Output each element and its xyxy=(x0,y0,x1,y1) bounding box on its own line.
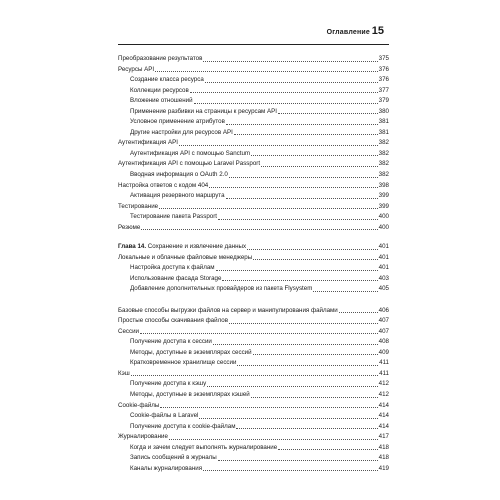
toc-entry[interactable] xyxy=(118,138,389,149)
dot-leader xyxy=(207,386,377,387)
toc-entry-title: Тестирование пакета Passport xyxy=(130,213,217,221)
toc-page-number: 403 xyxy=(378,274,389,282)
dot-leader xyxy=(209,187,377,188)
toc-entry[interactable] xyxy=(118,117,389,128)
toc-entry[interactable] xyxy=(118,464,389,475)
running-header-title: Оглавление xyxy=(326,29,370,36)
toc-page-number: 418 xyxy=(378,454,389,462)
toc-page-number: 407 xyxy=(378,327,389,335)
chapter-title: Сохранение и извлечение данных xyxy=(147,243,247,251)
toc-page-number: 375 xyxy=(378,55,389,62)
dot-leader xyxy=(251,397,378,398)
toc-entry-title: Cookie-файлы xyxy=(118,401,160,409)
dot-leader xyxy=(160,407,377,408)
dot-leader xyxy=(226,124,378,125)
dot-leader xyxy=(339,312,378,313)
toc-entry-title: Когда и зачем следует выполнять журналирование xyxy=(130,443,278,451)
dot-leader xyxy=(253,354,378,355)
dot-leader xyxy=(194,103,378,104)
toc-entry-title: Журналирование xyxy=(118,433,168,441)
dot-leader xyxy=(278,113,378,114)
toc-entry-title: Резюме xyxy=(118,223,141,231)
dot-leader xyxy=(159,208,378,209)
dot-leader xyxy=(131,375,378,376)
toc-entry-title: Настройка ответов с кодом 404 xyxy=(118,181,209,189)
dot-leader xyxy=(253,259,377,260)
toc-entry[interactable] xyxy=(118,253,389,264)
toc-entry-title: Тестирование xyxy=(118,202,159,210)
toc-entry-title: Применение разбивки на страницы к ресурсам API xyxy=(130,107,278,115)
toc-entry-title: Другие настройки для ресурсов API xyxy=(130,128,233,136)
toc-page-number: 379 xyxy=(378,97,389,105)
toc-page-number: 400 xyxy=(378,223,389,231)
toc-entry-title: Сессии xyxy=(118,327,140,335)
toc-page-number: 376 xyxy=(378,65,389,73)
toc-entry-title: Создание класса ресурса xyxy=(130,76,204,84)
toc-page-number: 412 xyxy=(378,380,389,388)
dot-leader xyxy=(261,166,378,167)
toc-page-number: 414 xyxy=(378,401,389,409)
running-header xyxy=(0,25,500,41)
toc-entry[interactable] xyxy=(118,75,389,86)
toc-page-number: 377 xyxy=(378,86,389,94)
toc-page-number: 382 xyxy=(378,171,389,179)
toc-entry[interactable] xyxy=(118,432,389,443)
toc-page-number: 399 xyxy=(378,192,389,200)
toc-entry[interactable] xyxy=(118,443,389,454)
toc-page-number: 381 xyxy=(378,128,389,136)
toc-entry[interactable] xyxy=(118,202,389,213)
toc-entry[interactable] xyxy=(118,128,389,139)
section-spacer xyxy=(118,233,389,242)
dot-leader xyxy=(229,177,378,178)
toc-entry[interactable] xyxy=(118,358,389,369)
toc-entry-title: Активация резервного маршрута xyxy=(130,192,225,200)
dot-leader xyxy=(203,470,378,471)
toc-entry-title: Запись сообщений в журналы xyxy=(130,454,217,462)
dot-leader xyxy=(213,344,378,345)
toc-page-number: 401 xyxy=(378,264,389,272)
toc-entry[interactable] xyxy=(118,149,389,160)
toc-entry-title: Аутентификация API xyxy=(118,139,178,147)
toc-page-number: 381 xyxy=(378,118,389,126)
toc-page-number: 418 xyxy=(378,443,389,451)
toc-page-number: 382 xyxy=(378,149,389,157)
dot-leader xyxy=(199,418,377,419)
toc-entry-title: Простые способы скачивания файлов xyxy=(118,317,228,325)
toc-entry[interactable] xyxy=(118,54,389,65)
toc-entry-title: Методы, доступные в экземплярах кэшей xyxy=(130,390,250,398)
toc-entry[interactable] xyxy=(118,453,389,464)
toc-entry[interactable] xyxy=(118,337,389,348)
toc-entry[interactable] xyxy=(118,107,389,118)
toc-entry-title: Каналы журналирования xyxy=(130,464,203,472)
toc-entry-title: Получение доступа к кэшу xyxy=(130,380,207,388)
toc-entry[interactable] xyxy=(118,96,389,107)
toc-entry[interactable] xyxy=(118,401,389,412)
dot-leader xyxy=(251,155,378,156)
toc-page-number: 414 xyxy=(378,422,389,430)
toc-entry-title: Использование фасада Storage xyxy=(130,274,222,282)
toc-entry[interactable] xyxy=(118,295,389,316)
dot-leader xyxy=(203,61,377,62)
toc-page-number: 399 xyxy=(378,202,389,210)
toc-page-number: 407 xyxy=(378,317,389,325)
toc-entry[interactable] xyxy=(118,379,389,390)
toc-entry[interactable] xyxy=(118,411,389,422)
toc-page-number: 376 xyxy=(378,76,389,84)
toc-entry[interactable] xyxy=(118,348,389,359)
toc-entry-title: Получение доступа к сессии xyxy=(130,338,212,346)
toc-page-number: 380 xyxy=(378,107,389,115)
dot-leader xyxy=(222,280,377,281)
toc-page-number: 398 xyxy=(378,181,389,189)
toc-page-number: 412 xyxy=(378,390,389,398)
toc-page-number: 411 xyxy=(379,369,389,377)
toc-page-number: 382 xyxy=(378,139,389,147)
dot-leader xyxy=(190,92,378,93)
toc-entry[interactable] xyxy=(118,390,389,401)
dot-leader xyxy=(278,449,377,450)
dot-leader xyxy=(141,229,377,230)
dot-leader xyxy=(218,460,378,461)
toc-entry[interactable] xyxy=(118,86,389,97)
toc-entry-title: Вложение отношений xyxy=(130,97,193,105)
toc-page-number: 417 xyxy=(378,433,389,441)
toc-page-number: 414 xyxy=(378,412,389,420)
toc-entry[interactable] xyxy=(118,181,389,192)
dot-leader xyxy=(205,82,378,83)
toc-entry-title: Настройка доступа к файлам xyxy=(130,264,215,272)
dot-leader xyxy=(179,145,378,146)
toc-entry[interactable] xyxy=(118,170,389,181)
toc-entry[interactable] xyxy=(118,223,389,234)
toc-entry-title: Преобразование результатов xyxy=(118,55,203,62)
toc-entry[interactable] xyxy=(118,65,389,76)
toc-entry-title: Базовые способы выгрузки файлов на сервер и манипулирования файлами xyxy=(118,306,338,314)
toc-page-number: 411 xyxy=(379,359,389,367)
dot-leader xyxy=(234,134,378,135)
toc-entry-title: Локальные и облачные файловые менеджеры xyxy=(118,253,253,261)
toc-entry[interactable] xyxy=(118,212,389,223)
dot-leader xyxy=(140,333,378,334)
dot-leader xyxy=(237,365,378,366)
dot-leader xyxy=(155,71,378,72)
toc-entry[interactable] xyxy=(118,316,389,327)
toc-entry[interactable] xyxy=(118,327,389,338)
chapter-label: Глава 14. xyxy=(118,243,147,251)
toc-page-number: 382 xyxy=(378,160,389,168)
dot-leader xyxy=(313,291,377,292)
toc-entry[interactable] xyxy=(118,191,389,202)
toc-page-number: 409 xyxy=(378,348,389,356)
toc-page-number: 400 xyxy=(378,213,389,221)
toc-page-number: 408 xyxy=(378,338,389,346)
toc-entry-title: Вводная информация о OAuth 2.0 xyxy=(130,171,228,179)
toc-entry-title: Аутентификация API с помощью Laravel Passport xyxy=(118,160,261,168)
table-of-contents xyxy=(118,54,389,474)
toc-entry-title: Методы, доступные в экземплярах сессий xyxy=(130,348,252,356)
toc-entry-title: Кэш xyxy=(118,369,130,377)
toc-entry[interactable] xyxy=(118,369,389,380)
toc-entry-title xyxy=(118,242,246,253)
toc-entry-title: Ресурсы API xyxy=(118,65,155,73)
toc-entry-title: Коллекции ресурсов xyxy=(130,86,189,94)
toc-entry[interactable] xyxy=(118,159,389,170)
toc-entry-title: Добавление дополнительных провайдеров из пакета Flysystem xyxy=(130,285,313,293)
toc-page-number: 405 xyxy=(378,285,389,293)
toc-entry[interactable] xyxy=(118,263,389,274)
dot-leader xyxy=(226,198,378,199)
dot-leader xyxy=(218,219,378,220)
toc-entry[interactable] xyxy=(118,284,389,295)
dot-leader xyxy=(236,428,377,429)
toc-entry[interactable] xyxy=(118,422,389,433)
page-number: 15 xyxy=(371,25,384,37)
toc-page-number: 401 xyxy=(378,243,389,251)
toc-entry[interactable] xyxy=(118,274,389,285)
toc-entry-title: Аутентификация API с помощью Sanctum xyxy=(130,149,251,157)
dot-leader xyxy=(216,270,378,271)
toc-chapter-entry[interactable] xyxy=(118,242,389,253)
toc-page-number: 419 xyxy=(378,464,389,472)
header-divider xyxy=(118,44,389,45)
dot-leader xyxy=(169,439,378,440)
toc-entry-title: Условное применение атрибутов xyxy=(130,118,225,126)
toc-entry-title: Получение доступа к cookie-файлам xyxy=(130,422,236,430)
toc-entry-title: Кратковременное хранилище сессии xyxy=(130,359,237,367)
toc-entry-title: Cookie-файлы в Laravel xyxy=(130,412,199,420)
toc-page-number: 406 xyxy=(378,306,389,314)
dot-leader xyxy=(247,249,378,250)
dot-leader xyxy=(229,323,378,324)
toc-page-number: 401 xyxy=(378,253,389,261)
